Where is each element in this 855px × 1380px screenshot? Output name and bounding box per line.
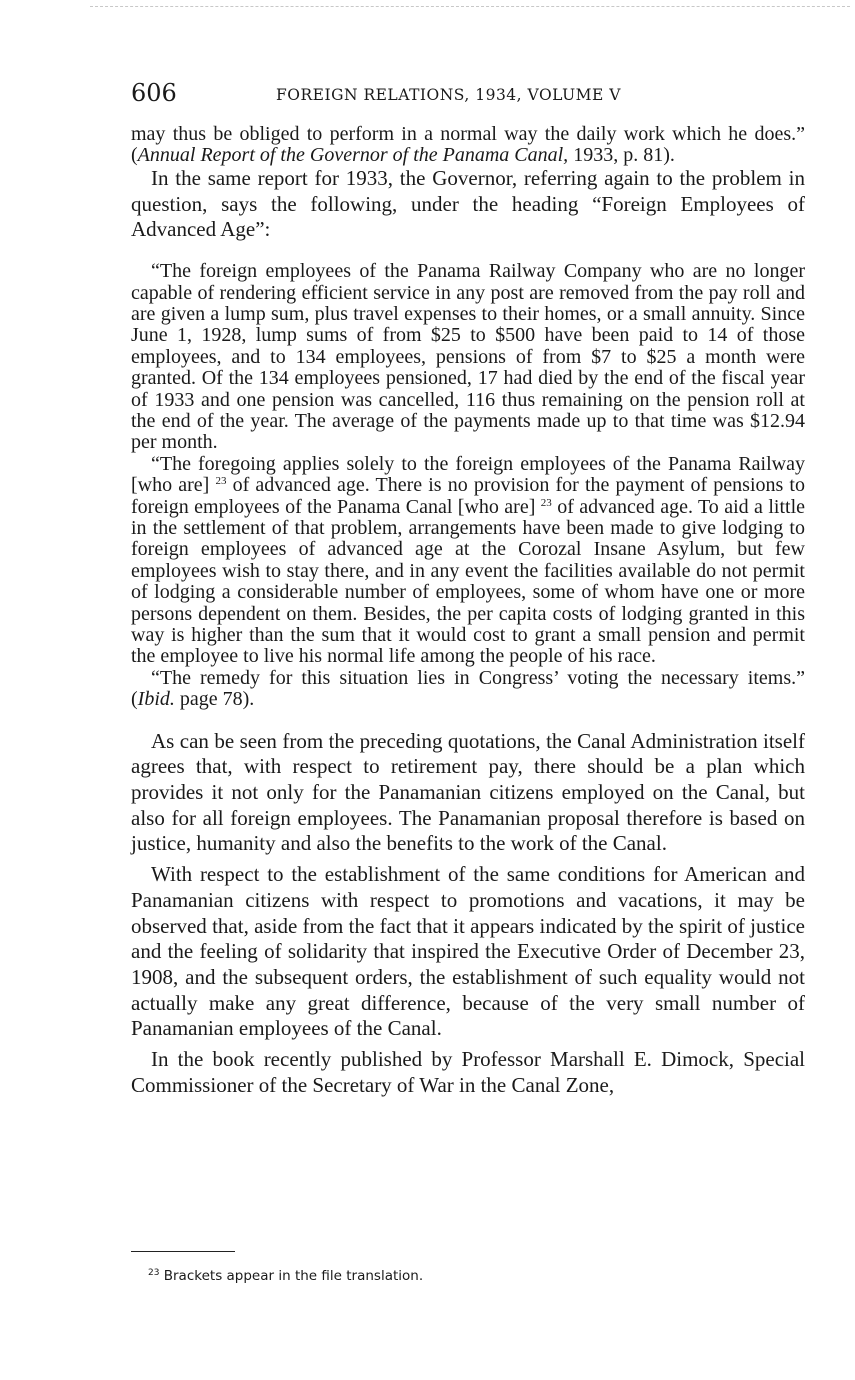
footnote-ref: 23 — [540, 496, 552, 509]
continuation-text: may thus be obliged to perform in a normal way the daily work which he does.” — [131, 123, 805, 145]
page-number: 606 — [131, 79, 177, 107]
quote-paragraph-3 — [131, 668, 805, 711]
citation-title: Annual Report of the Governor of the Panama Canal, — [137, 144, 569, 166]
running-head: FOREIGN RELATIONS, 1934, VOLUME V — [276, 86, 621, 104]
quote-p3-text-a: “The remedy for this situation lies in Congress’ voting the necessary items.” ( — [131, 666, 805, 711]
quote-paragraph-1: “The foreign employees of the Panama Railway Company who are no longer capable of rendering efficient service in any post are removed from the pay roll and are given a lump sum, plus travel expenses to their homes, or a small annuity. Since June 1, 1928, lump sums of from $25 to $500 have been paid to 14 of those employees, and to 134 employees, pensions of from $7 to $25 a month were granted. Of the 134 employees pensioned, 17 had died by the end of the fiscal year of 1933 and one pension was cancelled, 116 thus remaining on the pension roll at the end of the year. The average of the payments made up to that time was $12.94 per month. — [131, 260, 805, 454]
citation-rest: 1933, p. 81). — [568, 144, 675, 166]
scan-edge-line — [90, 6, 850, 7]
page-header — [131, 78, 805, 112]
body-paragraph-2: With respect to the establishment of the same conditions for American and Panamanian citizens with respect to promotions and vacations, it may be observed that, aside from the fact that it appears indicated by the spirit of justice and the feeling of solidarity that inspired the Executive Order of December 23, 1908, and the subsequent orders, the establishment of such equality would not actually make any great difference, because of the very small number of Panamanian employees of the Canal. — [131, 862, 805, 1041]
quote-p2-text-b: of advanced age. There is no provision for the payment of pensions to foreign employees of the Panama Canal [who are] — [131, 474, 805, 518]
continuation-paragraph: may thus be obliged to perform in a normal way the daily work which he does.” (Annual Report of the Governor of the Panama Canal, 1933, p. 81). — [131, 123, 805, 166]
quote-p2-text-c: of advanced age. To aid a little in the settlement of that problem, arrangements have been made to give lodging to foreign employees of advanced age at the Corozal Insane Asylum, but few employees wish to stay there, and in any event the facilities available do not permit of lodging a considerable number of employees, some of whom have one or more persons dependent on them. Besides, the per capita costs of lodging granted in this way is higher than the sum that it would cost to grant a small pension and permit the employee to live his normal life among the people of his race. — [131, 495, 806, 668]
footnote — [148, 1266, 798, 1286]
footnote-number: 23 — [148, 1268, 160, 1278]
quote-paragraph-2 — [131, 454, 805, 668]
intro-block — [131, 166, 805, 243]
quote-p2-text-a: “The foregoing applies solely to the foreign employees of the Panama Railway [who are] — [131, 452, 805, 497]
body-paragraph-3: In the book recently published by Professor Marshall E. Dimock, Special Commissioner of the Secretary of War in the Canal Zone, — [131, 1047, 805, 1097]
page-text — [131, 124, 805, 1098]
body-paragraph-1: As can be seen from the preceding quotations, the Canal Administration itself agrees that, with respect to retirement pay, there should be a plan which provides it not only for the Panamanian citizens employed on the Canal, but also for all foreign employees. The Panamanian proposal therefore is based on justice, humanity and also the benefits to the work of the Canal. — [131, 728, 805, 856]
footnote-ref: 23 — [215, 475, 227, 488]
footnote-text: Brackets appear in the file translation. — [163, 1268, 424, 1284]
intro-paragraph: In the same report for 1933, the Governor, referring again to the problem in question, says the following, under the heading “Foreign Employees of Advanced Age”: — [131, 166, 805, 242]
block-quote — [131, 261, 805, 711]
ibid-citation: Ibid. — [137, 688, 175, 711]
body-text — [131, 729, 805, 1099]
quote-p3-text-b: page 78). — [174, 688, 255, 711]
footnote-rule — [131, 1251, 235, 1252]
